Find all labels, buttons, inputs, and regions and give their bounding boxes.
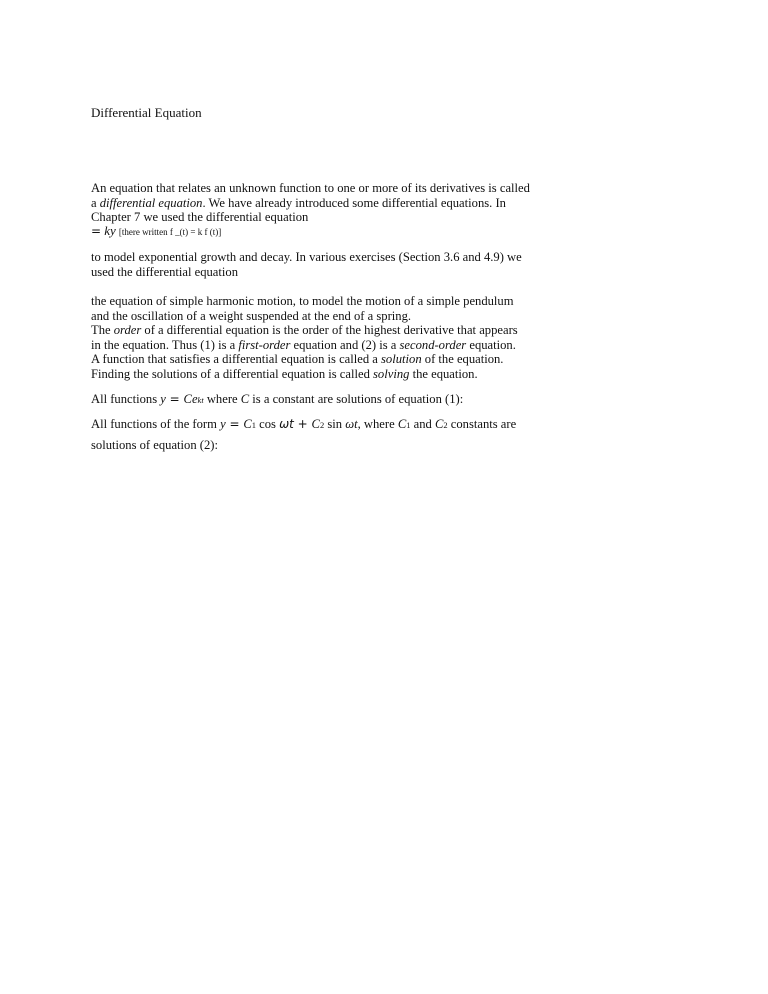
var-c: C <box>311 417 320 431</box>
var-c: C <box>243 417 252 431</box>
equals-sign: = <box>225 417 244 431</box>
exponent-kt: kt <box>197 395 204 405</box>
text-run: All functions of the form <box>91 417 221 431</box>
text-run: the equation. <box>409 366 478 381</box>
text-line: the equation of simple harmonic motion, to model the motion of a simple pendulum <box>91 294 514 308</box>
text-run: where <box>203 392 241 406</box>
paragraph-3 <box>91 294 561 382</box>
text-line: An equation that relates an unknown function to one or more of its derivatives is called <box>91 181 530 195</box>
text-run: and <box>410 417 435 431</box>
text-line <box>91 414 561 435</box>
var-y: y <box>220 417 226 431</box>
subscript: 2 <box>443 420 448 430</box>
paragraph-4 <box>91 392 561 408</box>
term-differential-equation: differential equation <box>99 195 203 210</box>
text-line <box>91 196 561 211</box>
equation-ky: ky <box>104 223 116 238</box>
paragraph-5 <box>91 414 561 455</box>
equation-1 <box>91 224 561 240</box>
text-line <box>91 367 561 382</box>
text-run: of a differential equation is the order of the highest derivative that appears <box>141 323 518 338</box>
text-run: . We have already introduced some differential equations. In <box>202 195 506 210</box>
var-y: y <box>160 392 166 406</box>
intro-paragraph <box>91 181 561 225</box>
subscript: 2 <box>319 420 325 430</box>
term-solving: solving <box>373 366 410 381</box>
text-run: of the equation. <box>421 352 504 367</box>
var-c: C <box>240 392 250 406</box>
omega-t: ωt <box>345 417 358 431</box>
subscript: 1 <box>251 420 256 430</box>
text-line: and the oscillation of a weight suspended at the end of a spring. <box>91 308 412 323</box>
equals-sign: = <box>165 392 184 406</box>
text-run: equation. <box>466 337 516 352</box>
text-run: equation and (2) is a <box>290 337 400 352</box>
term-second-order: second-order <box>399 337 467 352</box>
text-run: constants are <box>447 417 517 431</box>
term-order: order <box>113 323 142 338</box>
paragraph-2 <box>91 250 561 279</box>
term-first-order: first-order <box>238 337 291 352</box>
text-line: solutions of equation (2): <box>91 438 218 452</box>
page-title: Differential Equation <box>91 105 202 120</box>
text-line: Chapter 7 we used the differential equation <box>91 210 309 225</box>
subscript: 1 <box>406 420 411 430</box>
var-c: C <box>434 417 444 431</box>
text-line: used the differential equation <box>91 264 238 279</box>
text-run: All functions <box>91 392 161 406</box>
text-run: Finding the solutions of a differential equation is called <box>91 366 374 381</box>
text-run: A function that satisfies a differential equation is called a <box>91 352 382 367</box>
text-run: cos <box>256 417 280 431</box>
omega-t: ωt <box>279 417 294 431</box>
text-line <box>91 352 561 367</box>
var-c: C <box>397 417 407 431</box>
text-line: to model exponential growth and decay. In various exercises (Section 3.6 and 4.9) we <box>91 250 522 264</box>
term-solution: solution <box>381 352 422 367</box>
text-run: is a constant are solutions of equation (1): <box>249 392 464 406</box>
expr-ce: Ce <box>183 392 198 406</box>
text-run: The <box>91 323 114 338</box>
text-run: a <box>91 195 100 210</box>
text-run: in the equation. Thus (1) is a <box>91 337 239 352</box>
plus-sign: + <box>293 417 312 431</box>
text-line <box>91 323 561 338</box>
text-run: , where <box>357 417 398 431</box>
text-run: sin <box>324 417 346 431</box>
equals-sign: = <box>91 224 102 238</box>
text-line <box>91 338 561 353</box>
equation-note: [there written f _(t) = k f (t)] <box>118 227 222 237</box>
